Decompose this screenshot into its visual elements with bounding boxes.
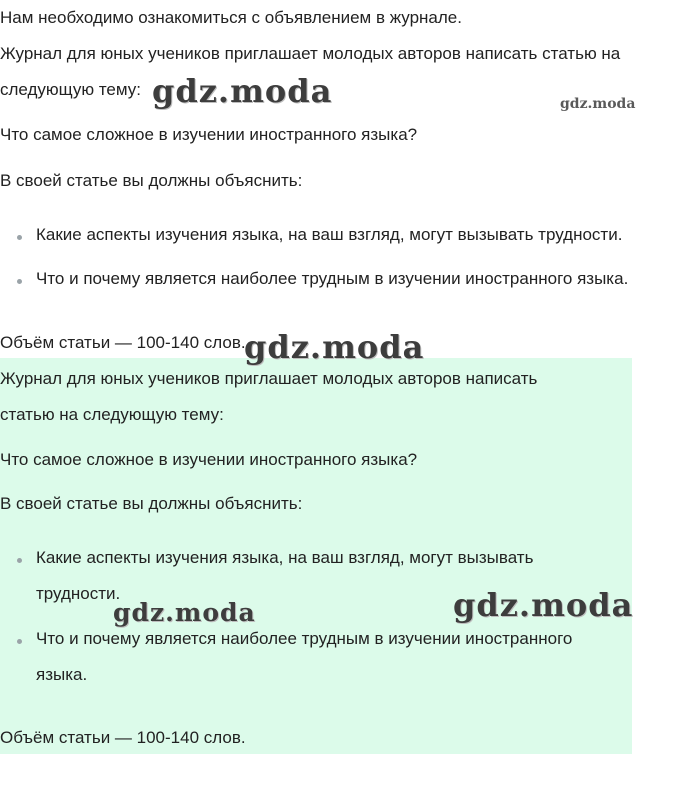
watermark-logo: gdz.moda xyxy=(244,328,425,366)
bullet-dot xyxy=(17,235,22,240)
list-item: Что и почему является наиболее трудным в изучении иностранного языка. xyxy=(36,269,629,288)
bullet-dot xyxy=(17,558,22,563)
announcement-line-2: следующую тему: xyxy=(0,80,141,99)
list-item: Какие аспекты изучения языка, на ваш взгляд, могут вызывать трудности. xyxy=(36,225,623,244)
list-item: Что и почему является наиболее трудным в изучении иностранного xyxy=(36,629,573,648)
list-item: Какие аспекты изучения языка, на ваш взгляд, могут вызывать xyxy=(36,548,534,567)
answer-topic-question: Что самое сложное в изучении иностранного языка? xyxy=(0,450,418,469)
list-item-continuation: трудности. xyxy=(36,584,121,603)
watermark-logo: gdz.moda xyxy=(113,598,256,627)
answer-explain-heading: В своей статье вы должны объяснить: xyxy=(0,494,303,513)
watermark-logo: gdz.moda xyxy=(560,96,636,112)
answer-word-count: Объём статьи — 100-140 слов. xyxy=(0,728,246,747)
answer-line-1: Журнал для юных учеников приглашает молодых авторов написать xyxy=(0,369,538,388)
announcement-line-1: Журнал для юных учеников приглашает молодых авторов написать статью на xyxy=(0,44,621,63)
bullet-dot xyxy=(17,279,22,284)
list-item-continuation: языка. xyxy=(36,665,88,684)
topic-question: Что самое сложное в изучении иностранного языка? xyxy=(0,125,418,144)
intro-line: Нам необходимо ознакомиться с объявлением в журнале. xyxy=(0,8,462,27)
watermark-logo: gdz.moda xyxy=(152,72,333,110)
explain-heading: В своей статье вы должны объяснить: xyxy=(0,171,303,190)
answer-line-2: статью на следующую тему: xyxy=(0,405,224,424)
watermark-logo: gdz.moda xyxy=(453,586,634,624)
word-count: Объём статьи — 100-140 слов. xyxy=(0,333,246,352)
bullet-dot xyxy=(17,639,22,644)
